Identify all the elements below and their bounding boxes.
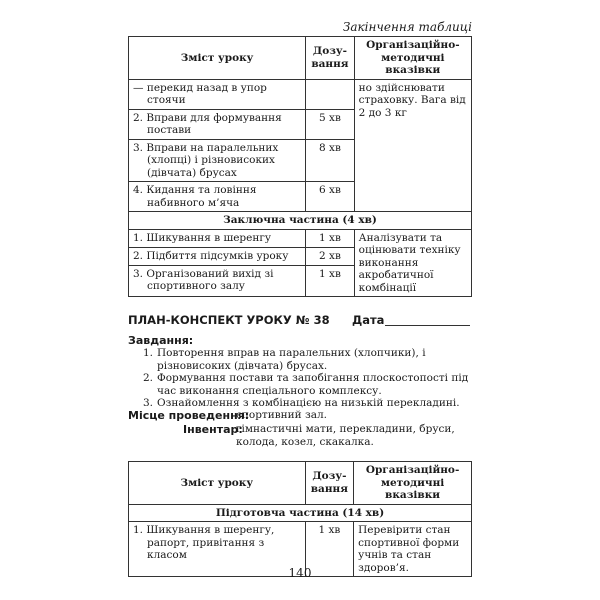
place-value: спортивний зал. [236,409,327,421]
row-content: 4. Кидання та ловіння набивного м’яча [129,182,306,212]
table-row [129,229,472,247]
lesson-table [128,461,472,577]
row-dosage [306,79,354,109]
header-notes: Організаційно-методичні вказівки [354,462,472,505]
row-dosage: 1 хв [305,522,354,577]
tasks-list [143,347,473,410]
task-text: Повторення вправ на паралельних (хлопчики), і різновисоких (дівчата) брусах. [157,347,426,372]
row-content: 3. Вправи на паралельних (хлопці) і різновисоких (дівчата) брусах [129,139,306,182]
date-label: Дата [352,313,385,327]
row-content: 1. Шикування в шеренгу [129,229,306,247]
row-content: 3. Організований вихід зі спортивного залу [129,265,306,296]
lesson-table-continued [128,36,472,297]
header-content: Зміст уроку [129,37,306,80]
task-number: 1. [143,347,154,359]
row-notes: но здійснювати страховку. Вага від 2 до 3 кг [354,79,471,212]
row-dosage: 5 хв [306,109,354,139]
continued-label: Закінчення таблиці [342,20,472,34]
header-dosage: Дозу-вання [305,462,354,505]
list-item [143,397,473,410]
header-content: Зміст уроку [129,462,306,505]
task-number: 2. [143,372,154,384]
row-notes: Аналізувати та оцінювати техніку виконання акробатичної комбінації [354,229,471,297]
page-number: 140 [288,566,312,580]
section-row [129,212,472,230]
inventory-label: Інвентар: [183,423,243,436]
date-blank-line [385,325,470,326]
list-item [143,347,473,372]
row-notes: Перевірити стан спортивної форми учнів та стан здоров’я. [354,522,472,577]
row-content: 1. Шикування в шеренгу, рапорт, привітання з класом [129,522,306,577]
table-header-row [129,37,472,80]
table-row [129,79,472,109]
section-row [129,504,472,522]
row-dosage: 1 хв [306,265,354,296]
row-dosage: 2 хв [306,247,354,265]
row-dosage: 8 хв [306,139,354,182]
section-title: Підготовча частина (14 хв) [129,504,472,522]
task-text: Формування постави та запобігання плоскостопості під час виконання спеціального комплексу. [157,372,469,397]
row-dosage: 1 хв [306,229,354,247]
table-header-row [129,462,472,505]
inventory-value: гімнастичні мати, перекладини, бруси, колода, козел, скакалка. [236,423,455,448]
row-dosage: 6 хв [306,182,354,212]
header-notes: Організаційно-методичні вказівки [354,37,471,80]
row-content: 2. Підбиття підсумків уроку [129,247,306,265]
section-title: Заключна частина (4 хв) [129,212,472,230]
row-content: — перекид назад в упор стоячи [129,79,306,109]
task-text: Ознайомлення з комбінацією на низькій перекладині. [157,397,460,409]
row-content: 2. Вправи для формування постави [129,109,306,139]
place-label: Місце проведення: [128,409,250,422]
list-item [143,372,473,397]
lesson-heading: ПЛАН-КОНСПЕКТ УРОКУ № 38 [128,313,330,327]
header-dosage: Дозу-вання [306,37,354,80]
task-number: 3. [143,397,154,409]
tasks-label: Завдання: [128,334,194,347]
